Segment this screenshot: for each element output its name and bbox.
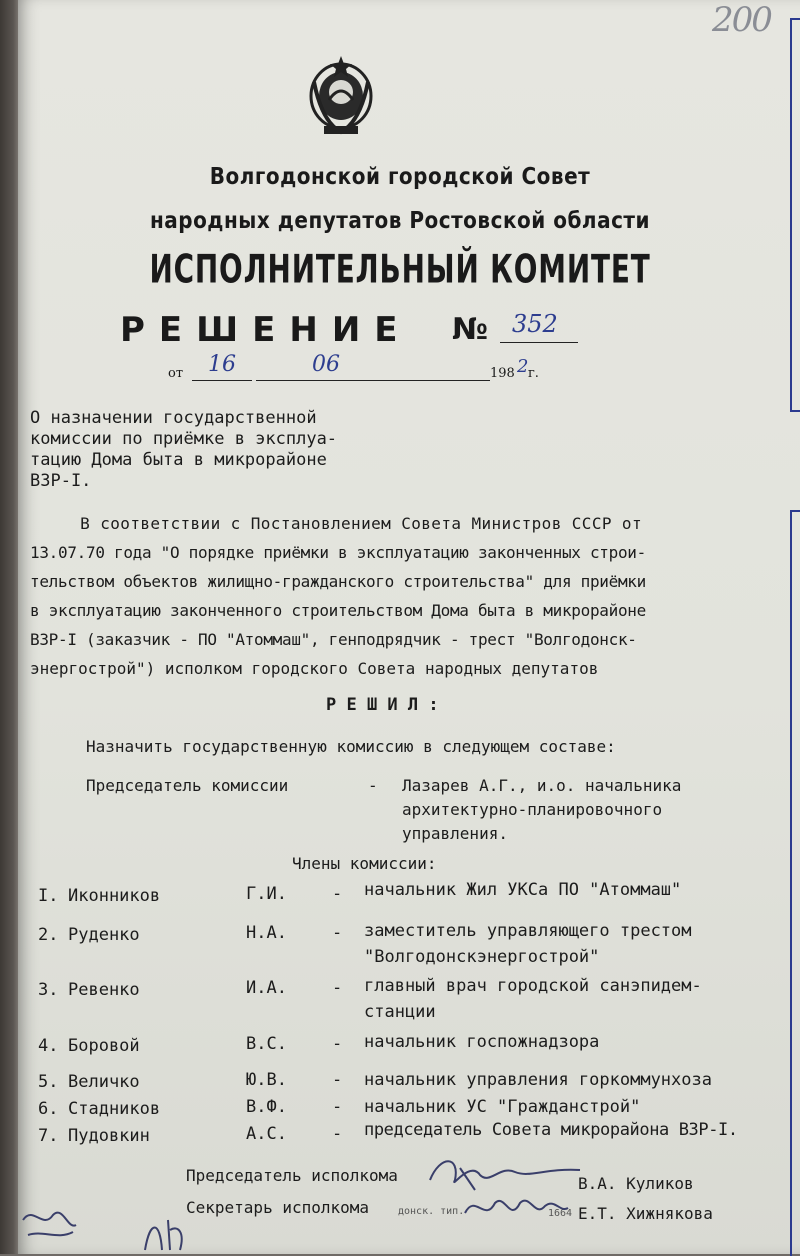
member-dash: - [332,1124,343,1144]
member-name: Ревенко [68,980,140,1000]
date-year-prefix: 198 [490,366,515,381]
member-initials: Н.А. [246,923,287,943]
member-position: заместитель управляющего трестом [364,921,692,941]
secretary-name: Е.Т. Хижнякова [578,1204,713,1223]
member-position: главный врач городской санэпидем- [364,976,702,996]
member-number: 6. [38,1099,59,1119]
body-line: В соответствии с Постановлением Совета Министров СССР от [30,514,643,533]
margin-signature-icon [18,1200,78,1254]
member-dash: - [332,1097,343,1117]
member-dash: - [332,884,343,904]
date-month: 06 [312,352,340,377]
chairman-role: Председатель комиссии [86,776,289,795]
resolved-heading: Р Е Ш И Л : [326,695,439,715]
date-day-line [192,380,252,381]
date-prefix: от [168,366,184,381]
print-code: 1664 [548,1208,573,1219]
subject-line: тацию Дома быта в микрорайоне [30,450,327,470]
secretary-role: Секретарь исполкома [186,1198,370,1217]
member-number: I. [38,886,59,906]
member-number: 7. [38,1126,59,1146]
member-name: Пудовкин [68,1126,150,1146]
decision-title: РЕШЕНИЕ [120,310,412,350]
member-name: Стадников [68,1099,161,1119]
member-initials: Ю.В. [246,1070,287,1090]
chairman-dash: - [368,776,378,795]
member-name: Боровой [68,1036,140,1056]
members-title: Члены комиссии: [292,854,437,873]
date-month-line [256,380,490,381]
member-initials: А.С. [246,1124,287,1144]
body-line: в эксплуатацию законченного строительством Дома быта в микрорайоне [30,601,646,620]
page-number: 200 [712,0,771,40]
member-position: станции [364,1002,436,1022]
archive-bracket-bottom [790,510,800,1256]
decision-number: 352 [512,310,558,338]
member-position: "Волгодонскэнергострой" [364,947,600,967]
margin-initials-icon [140,1210,190,1254]
chairman-line: Лазарев А.Г., и.о. начальника [402,776,682,795]
member-number: 3. [38,980,59,1000]
member-initials: Г.И. [246,884,287,904]
body-line: 13.07.70 года "О порядке приёмки в эксплуатацию законченных строи- [30,543,646,562]
member-name: Иконников [68,886,161,906]
chairman-line: архитектурно-планировочного [402,800,663,819]
subject-line: О назначении государственной [30,408,317,428]
date-day: 16 [208,352,236,377]
number-sign: № [452,312,489,347]
member-dash: - [332,1070,343,1090]
chair-name: В.А. Куликов [578,1174,694,1193]
print-note: донск. тип. [398,1206,465,1217]
subject-line: ВЗР-I. [30,471,92,491]
body-line: энергострой") исполком городского Совета народных депутатов [30,659,599,678]
chair-role: Председатель исполкома [186,1166,398,1185]
member-initials: В.Ф. [246,1097,287,1117]
state-emblem-icon [302,52,380,142]
member-dash: - [332,978,343,998]
appoint-line: Назначить государственную комиссию в следующем составе: [86,737,616,756]
member-number: 5. [38,1072,59,1092]
number-underline [500,342,578,343]
chairman-line: управления. [402,824,508,843]
member-position: начальник управления горкоммунхоза [364,1070,712,1090]
secretary-signature-icon [460,1188,573,1228]
member-number: 2. [38,925,59,945]
member-dash: - [332,1034,343,1054]
member-position: начальник госпожнадзора [364,1032,600,1052]
member-name: Величко [68,1072,140,1092]
member-number: 4. [38,1036,59,1056]
member-position: начальник Жил УКСа ПО "Атоммаш" [364,880,682,900]
member-initials: И.А. [246,978,287,998]
body-line: ВЗР-I (заказчик - ПО "Атоммаш", генподрядчик - трест "Волгодонск- [30,630,637,649]
subject-line: комиссии по приёмке в эксплуа- [30,429,338,449]
member-initials: В.С. [246,1034,287,1054]
member-position: начальник УС "Гражданстрой" [364,1097,641,1117]
date-suffix: г. [528,366,539,381]
member-name: Руденко [68,925,140,945]
header-council: Волгодонской городской Совет [209,162,591,190]
date-year-digit: 2 [517,356,529,377]
body-line: тельством объектов жилищно-гражданского строительства" для приёмки [30,572,646,591]
header-committee: ИСПОЛНИТЕЛЬНЫЙ КОМИТЕТ [149,247,651,293]
header-deputies: народных депутатов Ростовской области [149,206,651,234]
member-dash: - [332,923,343,943]
member-position: председатель Совета микрорайона ВЗР-I. [364,1120,738,1140]
